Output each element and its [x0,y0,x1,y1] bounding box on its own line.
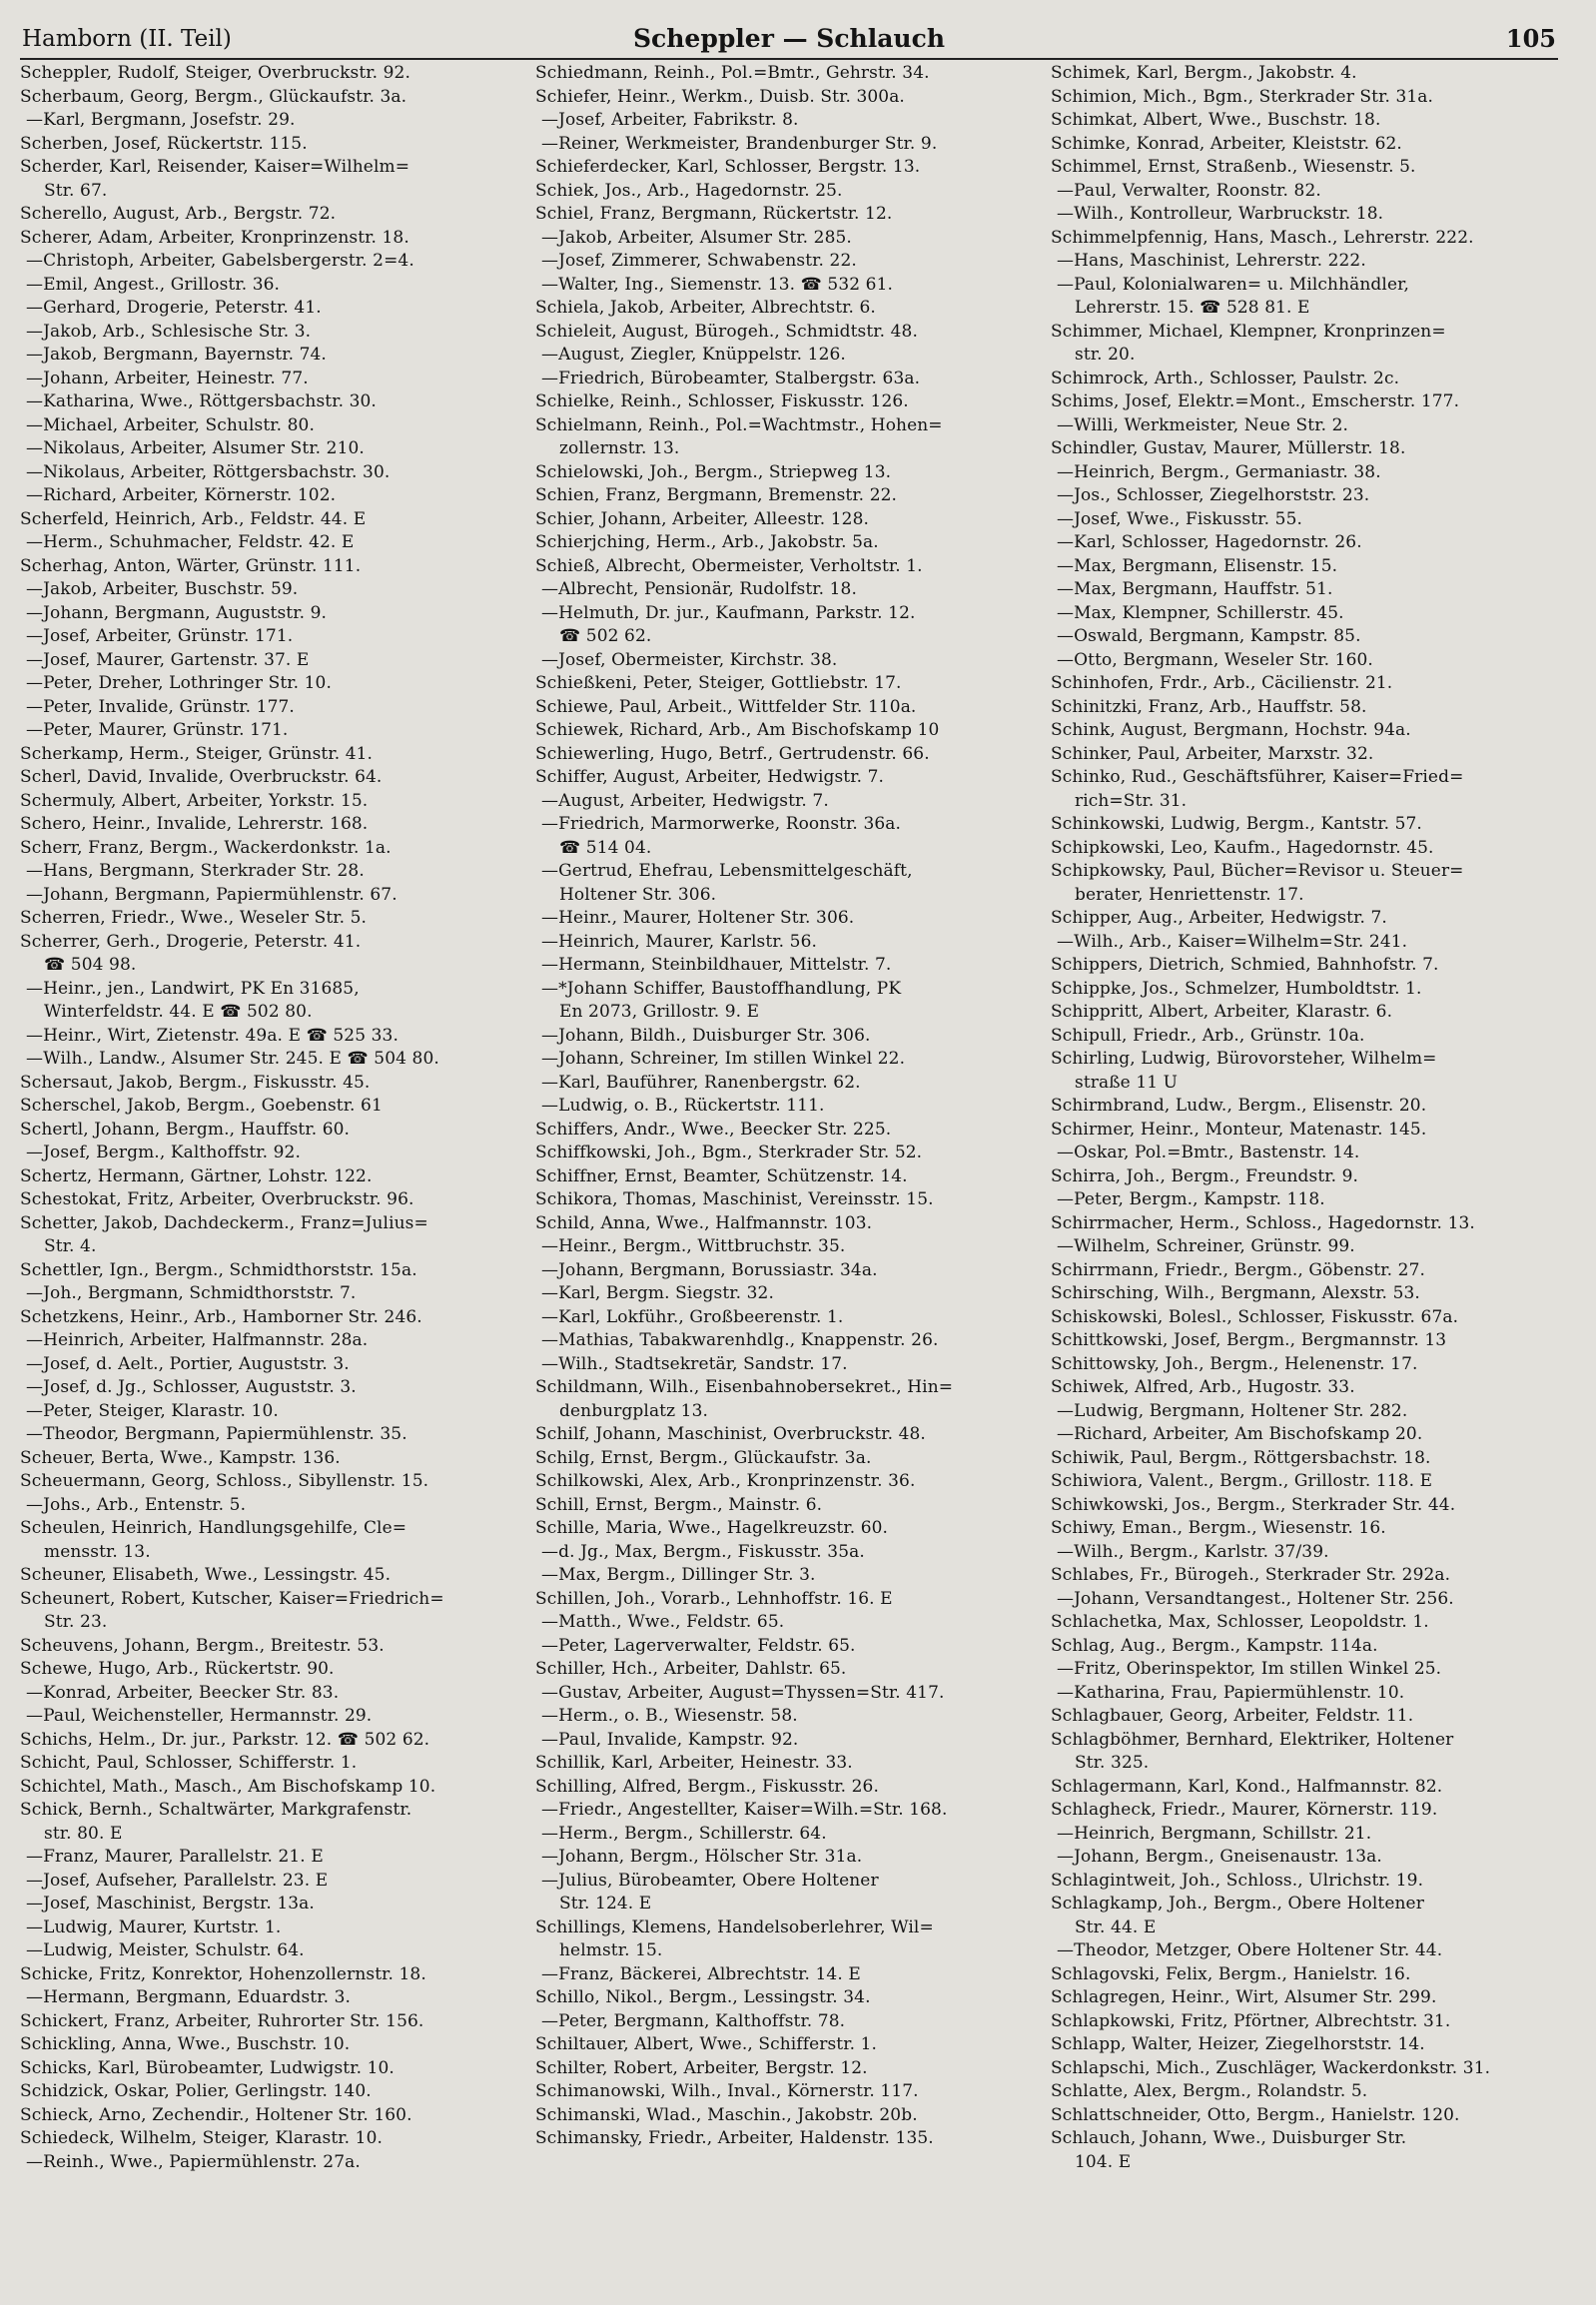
directory-entry-line: —Matth., Wwe., Feldstr. 65. [541,1612,785,1632]
directory-entry-line: Schimmer, Michael, Klempner, Kronprinzen= [1051,321,1446,342]
directory-entry-line: —Gerhard, Drogerie, Peterstr. 41. [26,298,322,318]
directory-entry-line: Schiedeck, Wilhelm, Steiger, Klarastr. 10. [20,2128,383,2148]
directory-entry-line: —Katharina, Frau, Papiermühlenstr. 10. [1057,1682,1405,1703]
directory-entry-line: —Gertrud, Ehefrau, Lebensmittelgeschäft, [541,861,913,881]
directory-entry-line: —Peter, Bergm., Kampstr. 118. [1057,1189,1325,1209]
directory-entry-line: —Friedr., Angestellter, Kaiser=Wilh.=Str. 168. [541,1800,948,1820]
directory-entry-line: Schettler, Ign., Bergm., Schmidthorststr. 15a. [20,1259,417,1280]
directory-entry-line: Scheulen, Heinrich, Handlungsgehilfe, Cle= [20,1518,407,1538]
directory-entry-line: Schiwik, Paul, Bergm., Röttgersbachstr. 18. [1051,1447,1431,1468]
directory-entry-line: Schimkat, Albert, Wwe., Buschstr. 18. [1051,110,1381,130]
directory-entry-line: Schipper, Aug., Arbeiter, Hedwigstr. 7. [1051,908,1387,928]
directory-entry-line: Schimansky, Friedr., Arbeiter, Haldenstr. 135. [535,2128,934,2148]
directory-entry-line: —Peter, Maurer, Grünstr. 171. [26,720,289,740]
directory-entry-line: —Josef, Wwe., Fiskusstr. 55. [1057,508,1303,529]
directory-entry-line: rich=Str. 31. [1075,790,1188,811]
directory-entry-line: Schillo, Nikol., Bergm., Lessingstr. 34. [535,1987,871,2007]
directory-entry-line: Schiwiora, Valent., Bergm., Grillostr. 118. E [1051,1471,1433,1491]
directory-entry-line: —Jakob, Bergmann, Bayernstr. 74. [26,345,327,365]
directory-entry-line: —Jakob, Arbeiter, Alsumer Str. 285. [541,227,852,248]
directory-entry-line: Schillings, Klemens, Handelsoberlehrer, Wil= [535,1917,934,1937]
directory-entry-line: Scherder, Karl, Reisender, Kaiser=Wilhelm= [20,157,410,177]
directory-entry-line: —Josef, Arbeiter, Grünstr. 171. [26,626,294,646]
directory-entry-line: —Peter, Invalide, Grünstr. 177. [26,696,295,717]
directory-entry-line: Schilling, Alfred, Bergm., Fiskusstr. 26. [535,1776,879,1797]
directory-entry-line: —Jakob, Arb., Schlesische Str. 3. [26,321,312,342]
directory-entry-line: str. 80. E [44,1823,123,1844]
directory-entry-line: En 2073, Grillostr. 9. E [559,1002,760,1022]
directory-entry-line: —Josef, Maschinist, Bergstr. 13a. [26,1894,315,1914]
directory-entry-line: Schink, August, Bergmann, Hochstr. 94a. [1051,720,1411,740]
directory-entry-line: —Josef, Bergm., Kalthoffstr. 92. [26,1143,301,1162]
directory-entry-line: —Ludwig, Meister, Schulstr. 64. [26,1940,305,1960]
page-header [20,20,1558,60]
directory-entry-line: Schicht, Paul, Schlosser, Schifferstr. 1. [20,1753,358,1773]
directory-column-3 [1051,62,1558,2174]
directory-entry-line: Schlagbauer, Georg, Arbeiter, Feldstr. 11. [1051,1706,1414,1726]
directory-entry-line: —Johann, Bildh., Duisburger Str. 306. [541,1025,871,1046]
directory-entry-line: Schirsching, Wilh., Bergmann, Alexstr. 53. [1051,1283,1420,1303]
directory-entry-line: —Heinr., Maurer, Holtener Str. 306. [541,908,855,928]
directory-entry-line: —Karl, Lokführ., Großbeerenstr. 1. [541,1306,844,1327]
directory-entry-line: Schlauch, Johann, Wwe., Duisburger Str. [1051,2128,1407,2148]
directory-entry-line: str. 20. [1075,345,1136,365]
directory-entry-line: —Herm., Schuhmacher, Feldstr. 42. E [26,532,355,552]
directory-entry-line: berater, Henriettenstr. 17. [1075,884,1304,905]
directory-entry-line: Schims, Josef, Elektr.=Mont., Emscherstr. 177. [1051,391,1460,411]
directory-entry-line: Schindler, Gustav, Maurer, Müllerstr. 18. [1051,438,1406,458]
directory-entry-line: Schiel, Franz, Bergmann, Rückertstr. 12. [535,204,893,224]
directory-entry-line: Schiltauer, Albert, Wwe., Schifferstr. 1. [535,2034,878,2054]
directory-entry-line: —Karl, Bergm. Siegstr. 32. [541,1283,774,1303]
directory-entry-line: —Reinh., Wwe., Papiermühlenstr. 27a. [26,2151,361,2172]
directory-entry-line: —Paul, Weichensteller, Hermannstr. 29. [26,1706,373,1726]
directory-entry-line: Scherrer, Gerh., Drogerie, Peterstr. 41. [20,931,362,952]
directory-entry-line: —Karl, Schlosser, Hagedornstr. 26. [1057,532,1362,552]
directory-entry-line: Schieck, Arno, Zechendir., Holtener Str. 160. [20,2104,412,2125]
directory-entry-line: —Josef, Arbeiter, Fabrikstr. 8. [541,110,799,130]
directory-entry-line: —Walter, Ing., Siemenstr. 13. ☎ 532 61. [541,274,893,295]
directory-entry-line: Schinhofen, Frdr., Arb., Cäcilienstr. 21. [1051,673,1393,693]
directory-entry-line: Schidzick, Oskar, Polier, Gerlingstr. 140. [20,2081,372,2101]
directory-entry-line: —Johann, Bergm., Hölscher Str. 31a. [541,1847,863,1867]
directory-entry-line: —Karl, Bergmann, Josefstr. 29. [26,110,296,130]
directory-entry-line: Schetzkens, Heinr., Arb., Hamborner Str. 246. [20,1306,422,1327]
directory-entry-line: Schierjching, Herm., Arb., Jakobstr. 5a. [535,532,879,552]
directory-entry-line: Winterfeldstr. 44. E ☎ 502 80. [44,1002,313,1022]
directory-entry-line: —Max, Klempner, Schillerstr. 45. [1057,602,1344,623]
directory-entry-line: —Peter, Lagerverwalter, Feldstr. 65. [541,1635,856,1656]
directory-entry-line: Schikora, Thomas, Maschinist, Vereinsstr. 15. [535,1189,934,1209]
directory-entry-line: —Hans, Maschinist, Lehrerstr. 222. [1057,251,1366,271]
directory-columns [20,62,1558,2174]
directory-entry-line: Scherl, David, Invalide, Overbruckstr. 64. [20,767,383,787]
directory-entry-line: —Ludwig, Bergmann, Holtener Str. 282. [1057,1400,1408,1421]
directory-entry-line: Schier, Johann, Arbeiter, Alleestr. 128. [535,508,870,529]
directory-entry-line: Scheunert, Robert, Kutscher, Kaiser=Friedrich= [20,1588,444,1609]
directory-entry-line: —Wilh., Bergm., Karlstr. 37/39. [1057,1541,1329,1562]
directory-entry-line: —Josef, Obermeister, Kirchstr. 38. [541,649,838,670]
directory-entry-line: Scherkamp, Herm., Steiger, Grünstr. 41. [20,743,374,764]
directory-entry-line: —Katharina, Wwe., Röttgersbachstr. 30. [26,391,377,411]
directory-entry-line: Schiffer, August, Arbeiter, Hedwigstr. 7. [535,767,885,787]
directory-entry-line: 104. E [1075,2151,1132,2172]
directory-entry-line: Schetter, Jakob, Dachdeckerm., Franz=Julius= [20,1212,428,1233]
directory-entry-line: —August, Arbeiter, Hedwigstr. 7. [541,790,829,811]
directory-entry-line: Str. 44. E [1075,1917,1157,1937]
directory-entry-line: Scheppler, Rudolf, Steiger, Overbruckstr. 92. [20,63,410,83]
directory-entry-line: denburgplatz 13. [559,1400,709,1421]
directory-entry-line: mensstr. 13. [44,1541,151,1562]
directory-entry-line: —Konrad, Arbeiter, Beecker Str. 83. [26,1682,340,1703]
directory-entry-line: Lehrerstr. 15. ☎ 528 81. E [1075,298,1310,318]
directory-entry-line: Schilkowski, Alex, Arb., Kronprinzenstr. 36. [535,1471,916,1491]
directory-entry-line: Schipull, Friedr., Arb., Grünstr. 10a. [1051,1025,1365,1046]
directory-entry-line: Schimek, Karl, Bergm., Jakobstr. 4. [1051,63,1357,83]
directory-entry-line: Schirrmacher, Herm., Schloss., Hagedornstr. 13. [1051,1212,1475,1233]
directory-column-1 [20,62,527,2174]
directory-entry-line: —Jos., Schlosser, Ziegelhorststr. 23. [1057,485,1370,505]
directory-entry-line: Schlagovski, Felix, Bergm., Hanielstr. 16. [1051,1963,1411,1984]
directory-entry-line: Schirra, Joh., Bergm., Freundstr. 9. [1051,1165,1359,1186]
directory-entry-line: —Johs., Arb., Entenstr. 5. [26,1494,247,1515]
directory-entry-line: —Herm., Bergm., Schillerstr. 64. [541,1823,827,1844]
directory-entry-line: —Theodor, Metzger, Obere Holtener Str. 44. [1057,1940,1443,1960]
directory-entry-line: Schlapp, Walter, Heizer, Ziegelhorststr. 14. [1051,2034,1425,2054]
directory-entry-line: Schlag, Aug., Bergm., Kampstr. 114a. [1051,1635,1378,1656]
directory-entry-line: Schillik, Karl, Arbeiter, Heinestr. 33. [535,1753,853,1773]
directory-entry-line: —August, Ziegler, Knüppelstr. 126. [541,345,846,365]
directory-entry-line: ☎ 504 98. [44,955,137,975]
directory-entry-line: Schlagermann, Karl, Kond., Halfmannstr. 82. [1051,1776,1443,1797]
directory-column-2 [535,62,1043,2174]
directory-entry-line: —Ludwig, o. B., Rückertstr. 111. [541,1096,825,1116]
directory-entry-line: —Helmuth, Dr. jur., Kaufmann, Parkstr. 12. [541,602,916,623]
directory-entry-line: Schippke, Jos., Schmelzer, Humboldtstr. 1. [1051,978,1422,999]
header-name-range: Scheppler — Schlauch [632,24,946,53]
directory-entry-line: —Karl, Bauführer, Ranenbergstr. 62. [541,1072,861,1093]
directory-entry-line: —d. Jg., Max, Bergm., Fiskusstr. 35a. [541,1541,865,1562]
directory-entry-line: Schirmbrand, Ludw., Bergm., Elisenstr. 20. [1051,1096,1427,1116]
directory-entry-line: Schinker, Paul, Arbeiter, Marxstr. 32. [1051,743,1374,764]
directory-entry-line: Schlagregen, Heinr., Wirt, Alsumer Str. 299. [1051,1987,1437,2007]
directory-entry-line: Scherfeld, Heinrich, Arb., Feldstr. 44. E [20,508,367,529]
directory-entry-line: —Wilh., Arb., Kaiser=Wilhelm=Str. 241. [1057,931,1408,952]
directory-entry-line: Schittkowski, Josef, Bergm., Bergmannstr. 13 [1051,1330,1447,1350]
directory-entry-line: Schlachetka, Max, Schlosser, Leopoldstr. 1. [1051,1612,1429,1632]
directory-entry-line: Schichtel, Math., Masch., Am Bischofskamp 10. [20,1776,436,1797]
directory-entry-line: —Oswald, Bergmann, Kampstr. 85. [1057,626,1361,646]
directory-entry-line: Schlatte, Alex, Bergm., Rolandstr. 5. [1051,2081,1368,2101]
directory-entry-line: Holtener Str. 306. [559,884,717,905]
directory-entry-line: Scherren, Friedr., Wwe., Weseler Str. 5. [20,908,368,928]
directory-entry-line: Schlabes, Fr., Bürogeh., Sterkrader Str. 292a. [1051,1565,1451,1585]
directory-entry-line: Schinkowski, Ludwig, Bergm., Kantstr. 57. [1051,814,1422,834]
directory-entry-line: —Johann, Bergmann, Papiermühlenstr. 67. [26,884,398,905]
directory-entry-line: ☎ 514 04. [559,837,652,858]
directory-entry-line: —Fritz, Oberinspektor, Im stillen Winkel 25. [1057,1659,1442,1679]
directory-entry-line: Str. 23. [44,1612,108,1632]
directory-entry-line: —Josef, d. Jg., Schlosser, Auguststr. 3. [26,1377,357,1397]
directory-entry-line: —Paul, Invalide, Kampstr. 92. [541,1729,799,1750]
directory-entry-line: ☎ 502 62. [559,626,652,646]
directory-entry-line: —Peter, Dreher, Lothringer Str. 10. [26,673,332,693]
directory-entry-line: —Michael, Arbeiter, Schulstr. 80. [26,414,315,435]
directory-entry-line: —Nikolaus, Arbeiter, Alsumer Str. 210. [26,438,365,458]
directory-entry-line: —Theodor, Bergmann, Papiermühlenstr. 35. [26,1424,407,1444]
directory-entry-line: —Emil, Angest., Grillostr. 36. [26,274,281,295]
directory-entry-line: Scherer, Adam, Arbeiter, Kronprinzenstr. 18. [20,227,409,248]
directory-entry-line: Schiedmann, Reinh., Pol.=Bmtr., Gehrstr. 34. [535,63,930,83]
directory-entry-line: Scheuer, Berta, Wwe., Kampstr. 136. [20,1447,341,1468]
directory-entry-line: Str. 325. [1075,1753,1150,1773]
directory-entry-line: —Paul, Verwalter, Roonstr. 82. [1057,180,1321,201]
directory-entry-line: —Paul, Kolonialwaren= u. Milchhändler, [1057,274,1409,295]
directory-entry-line: —Hermann, Steinbildhauer, Mittelstr. 7. [541,955,892,975]
directory-entry-line: —Friedrich, Bürobeamter, Stalbergstr. 63a. [541,368,921,388]
directory-entry-line: —Heinrich, Maurer, Karlstr. 56. [541,931,818,952]
directory-entry-line: Scherello, August, Arb., Bergstr. 72. [20,204,337,224]
directory-entry-line: Schippritt, Albert, Arbeiter, Klarastr. 6. [1051,1002,1393,1022]
directory-entry-line: —Oskar, Pol.=Bmtr., Bastenstr. 14. [1057,1143,1360,1162]
directory-entry-line: —Wilh., Stadtsekretär, Sandstr. 17. [541,1353,848,1374]
directory-entry-line: —Mathias, Tabakwarenhdlg., Knappenstr. 26. [541,1330,939,1350]
directory-entry-line: Schippers, Dietrich, Schmied, Bahnhofstr. 7. [1051,955,1439,975]
directory-entry-line: Schickert, Franz, Arbeiter, Ruhrorter Str. 156. [20,2010,424,2031]
directory-entry-line: Schipkowski, Leo, Kaufm., Hagedornstr. 45. [1051,837,1434,858]
directory-entry-line: Schimmelpfennig, Hans, Masch., Lehrerstr. 222. [1051,227,1474,248]
directory-entry-line: Schlagheck, Friedr., Maurer, Körnerstr. 119. [1051,1800,1438,1820]
directory-entry-line: Schittowsky, Joh., Bergm., Helenenstr. 17. [1051,1353,1418,1374]
directory-entry-line: —Franz, Maurer, Parallelstr. 21. E [26,1847,324,1867]
directory-entry-line: —Richard, Arbeiter, Körnerstr. 102. [26,485,337,505]
directory-entry-line: Schlapkowski, Fritz, Pförtner, Albrechtstr. 31. [1051,2010,1451,2031]
directory-entry-line: Schiela, Jakob, Arbeiter, Albrechtstr. 6. [535,298,876,318]
directory-entry-line: —Reiner, Werkmeister, Brandenburger Str. 9. [541,133,938,154]
directory-entry-line: —Heinr., Wirt, Zietenstr. 49a. E ☎ 525 33. [26,1025,399,1046]
directory-entry-line: Schiewek, Richard, Arb., Am Bischofskamp 10 [535,720,940,740]
directory-entry-line: Schewe, Hugo, Arb., Rückertstr. 90. [20,1659,335,1679]
directory-entry-line: —Max, Bergmann, Elisenstr. 15. [1057,555,1338,576]
directory-entry-line: —Wilh., Kontrolleur, Warbruckstr. 18. [1057,204,1384,224]
directory-entry-line: Schirling, Ludwig, Bürovorsteher, Wilhelm= [1051,1049,1437,1069]
directory-entry-line: Scherschel, Jakob, Bergm., Goebenstr. 61 [20,1096,383,1116]
directory-entry-line: —Franz, Bäckerei, Albrechtstr. 14. E [541,1963,861,1984]
directory-entry-line: —Max, Bergm., Dillinger Str. 3. [541,1565,816,1585]
directory-entry-line: Schertl, Johann, Bergm., Hauffstr. 60. [20,1119,351,1140]
directory-entry-line: Schiffers, Andr., Wwe., Beecker Str. 225. [535,1119,892,1140]
directory-entry-line: —Peter, Bergmann, Kalthoffstr. 78. [541,2010,846,2031]
directory-entry-line: Schimion, Mich., Bgm., Sterkrader Str. 31a. [1051,86,1434,107]
directory-entry-line: Scheuvens, Johann, Bergm., Breitestr. 53. [20,1635,385,1656]
directory-entry-line: —Peter, Steiger, Klarastr. 10. [26,1400,279,1421]
page-number: 105 [1505,24,1556,53]
directory-entry-line: zollernstr. 13. [559,438,680,458]
directory-entry-line: Schirrmann, Friedr., Bergm., Göbenstr. 27. [1051,1259,1425,1280]
directory-entry-line: —Johann, Versandtangest., Holtener Str. 256. [1057,1588,1454,1609]
directory-entry-line: helmstr. 15. [559,1940,663,1960]
directory-entry-line: Schlagböhmer, Bernhard, Elektriker, Holtener [1051,1729,1454,1750]
directory-entry-line: —Hans, Bergmann, Sterkrader Str. 28. [26,861,365,881]
directory-entry-line: —*Johann Schiffer, Baustoffhandlung, PK [541,978,902,999]
directory-entry-line: —Wilh., Landw., Alsumer Str. 245. E ☎ 504 80. [26,1049,439,1069]
directory-entry-line: —Albrecht, Pensionär, Rudolfstr. 18. [541,579,857,599]
directory-entry-line: Schilg, Ernst, Bergm., Glückaufstr. 3a. [535,1447,872,1468]
directory-entry-line: Scheuner, Elisabeth, Wwe., Lessingstr. 45. [20,1565,392,1585]
directory-entry-line: Scherhag, Anton, Wärter, Grünstr. 111. [20,555,362,576]
directory-entry-line: Schiwy, Eman., Bergm., Wiesenstr. 16. [1051,1518,1386,1538]
directory-entry-line: Schestokat, Fritz, Arbeiter, Overbruckstr. 96. [20,1189,414,1209]
directory-entry-line: Schimanowski, Wilh., Inval., Körnerstr. 117. [535,2081,919,2101]
directory-entry-line: Schiwkowski, Jos., Bergm., Sterkrader Str. 44. [1051,1494,1456,1515]
directory-entry-line: Schersaut, Jakob, Bergm., Fiskusstr. 45. [20,1072,371,1093]
directory-entry-line: Schermuly, Albert, Arbeiter, Yorkstr. 15. [20,790,369,811]
directory-entry-line: —Heinr., jen., Landwirt, PK En 31685, [26,978,360,999]
directory-entry-line: Schimanski, Wlad., Maschin., Jakobstr. 20b. [535,2104,918,2125]
directory-entry-line: —Christoph, Arbeiter, Gabelsbergerstr. 2=4. [26,251,414,271]
directory-entry-line: Schero, Heinr., Invalide, Lehrerstr. 168. [20,814,369,834]
directory-entry-line: Str. 4. [44,1236,97,1256]
directory-entry-line: Schilter, Robert, Arbeiter, Bergstr. 12. [535,2057,868,2078]
directory-entry-line: —Heinrich, Bergm., Germaniastr. 38. [1057,461,1381,482]
directory-entry-line: Schildmann, Wilh., Eisenbahnobersekret., Hin= [535,1377,954,1397]
directory-entry-line: Schinko, Rud., Geschäftsführer, Kaiser=Fried= [1051,767,1464,787]
directory-entry-line: —Josef, d. Aelt., Portier, Auguststr. 3. [26,1353,350,1374]
directory-entry-line: —Julius, Bürobeamter, Obere Holtener [541,1870,879,1891]
directory-entry-line: Schlagintweit, Joh., Schloss., Ulrichstr. 19. [1051,1870,1424,1891]
directory-entry-line: Schlattschneider, Otto, Bergm., Hanielstr. 120. [1051,2104,1460,2125]
directory-entry-line: Schild, Anna, Wwe., Halfmannstr. 103. [535,1212,873,1233]
directory-entry-line: Scheuermann, Georg, Schloss., Sibyllenstr. 15. [20,1471,429,1491]
directory-entry-line: Schieleit, August, Bürogeh., Schmidtstr. 48. [535,321,918,342]
directory-entry-line: —Johann, Bergmann, Auguststr. 9. [26,602,328,623]
directory-entry-line: Schirmer, Heinr., Monteur, Matenastr. 145. [1051,1119,1427,1140]
directory-entry-line: —Gustav, Arbeiter, August=Thyssen=Str. 417. [541,1682,945,1703]
directory-entry-line: —Wilhelm, Schreiner, Grünstr. 99. [1057,1236,1355,1256]
header-section-title: Hamborn (II. Teil) [22,26,232,52]
directory-entry-line: Schickling, Anna, Wwe., Buschstr. 10. [20,2034,351,2054]
directory-entry-line: —Max, Bergmann, Hauffstr. 51. [1057,579,1333,599]
directory-entry-line: Schiek, Jos., Arb., Hagedornstr. 25. [535,180,843,201]
directory-entry-line: —Willi, Werkmeister, Neue Str. 2. [1057,414,1349,435]
directory-entry-line: Schieß, Albrecht, Obermeister, Verholtstr. 1. [535,555,923,576]
directory-entry-line: Schilf, Johann, Maschinist, Overbruckstr. 48. [535,1424,926,1444]
directory-entry-line: Scherben, Josef, Rückertstr. 115. [20,133,308,154]
directory-entry-line: —Johann, Schreiner, Im stillen Winkel 22. [541,1049,906,1069]
directory-entry-line: —Josef, Zimmerer, Schwabenstr. 22. [541,251,857,271]
directory-entry-line: —Heinrich, Bergmann, Schillstr. 21. [1057,1823,1372,1844]
directory-entry-line: Schertz, Hermann, Gärtner, Lohstr. 122. [20,1165,373,1186]
directory-entry-line: Schlapschi, Mich., Zuschläger, Wackerdonkstr. 31. [1051,2057,1491,2078]
directory-entry-line: —Johann, Bergmann, Borussiastr. 34a. [541,1259,878,1280]
directory-entry-line: Schimmel, Ernst, Straßenb., Wiesenstr. 5. [1051,157,1416,177]
directory-entry-line: Schicke, Fritz, Konrektor, Hohenzollernstr. 18. [20,1963,426,1984]
directory-entry-line: Schimrock, Arth., Schlosser, Paulstr. 2c. [1051,368,1400,388]
directory-entry-line: Schicks, Karl, Bürobeamter, Ludwigstr. 10. [20,2057,395,2078]
directory-entry-line: —Jakob, Arbeiter, Buschstr. 59. [26,579,299,599]
directory-entry-line: Schiwek, Alfred, Arb., Hugostr. 33. [1051,1377,1355,1397]
directory-entry-line: —Otto, Bergmann, Weseler Str. 160. [1057,649,1373,670]
directory-entry-line: Schiffkowski, Joh., Bgm., Sterkrader Str. 52. [535,1143,923,1162]
directory-entry-line: —Heinr., Bergm., Wittbruchstr. 35. [541,1236,846,1256]
directory-entry-line: Schiller, Hch., Arbeiter, Dahlstr. 65. [535,1659,847,1679]
directory-entry-line: —Joh., Bergmann, Schmidthorststr. 7. [26,1283,357,1303]
directory-entry-line: Schipkowsky, Paul, Bücher=Revisor u. Steuer= [1051,861,1464,881]
directory-entry-line: —Nikolaus, Arbeiter, Röttgersbachstr. 30. [26,461,391,482]
directory-entry-line: —Ludwig, Maurer, Kurtstr. 1. [26,1917,282,1937]
directory-entry-line: Str. 67. [44,180,108,201]
directory-entry-line: Schielke, Reinh., Schlosser, Fiskusstr. 126. [535,391,909,411]
directory-entry-line: Schiewerling, Hugo, Betrf., Gertrudenstr. 66. [535,743,930,764]
directory-entry-line: Schien, Franz, Bergmann, Bremenstr. 22. [535,485,898,505]
directory-entry-line: straße 11 U [1075,1072,1179,1093]
directory-entry-line: Schille, Maria, Wwe., Hagelkreuzstr. 60. [535,1518,889,1538]
directory-entry-line: Schiffner, Ernst, Beamter, Schützenstr. 14. [535,1165,908,1186]
directory-entry-line: —Heinrich, Arbeiter, Halfmannstr. 28a. [26,1330,369,1350]
directory-entry-line: Schiskowski, Bolesl., Schlosser, Fiskusstr. 67a. [1051,1306,1459,1327]
directory-entry-line: Schieferdecker, Karl, Schlosser, Bergstr. 13. [535,157,921,177]
directory-entry-line: Schiewe, Paul, Arbeit., Wittfelder Str. 110a. [535,696,917,717]
directory-entry-line: —Friedrich, Marmorwerke, Roonstr. 36a. [541,814,902,834]
directory-entry-line: —Johann, Arbeiter, Heinestr. 77. [26,368,309,388]
directory-entry-line: Scherr, Franz, Bergm., Wackerdonkstr. 1a. [20,837,392,858]
directory-entry-line: Schill, Ernst, Bergm., Mainstr. 6. [535,1494,823,1515]
directory-entry-line: —Josef, Maurer, Gartenstr. 37. E [26,649,310,670]
directory-entry-line: Schichs, Helm., Dr. jur., Parkstr. 12. ☎ 502 62. [20,1729,430,1750]
directory-entry-line: Scherbaum, Georg, Bergm., Glückaufstr. 3a. [20,86,407,107]
directory-entry-line: —Richard, Arbeiter, Am Bischofskamp 20. [1057,1424,1423,1444]
directory-entry-line: —Josef, Aufseher, Parallelstr. 23. E [26,1870,329,1891]
directory-entry-line: —Hermann, Bergmann, Eduardstr. 3. [26,1987,352,2007]
directory-entry-line: Schiefer, Heinr., Werkm., Duisb. Str. 300a. [535,86,905,107]
directory-entry-line: Schielowski, Joh., Bergm., Striepweg 13. [535,461,892,482]
directory-entry-line: Schießkeni, Peter, Steiger, Gottliebstr. 17. [535,673,902,693]
directory-entry-line: Schinitzki, Franz, Arb., Hauffstr. 58. [1051,696,1367,717]
directory-entry-line: Schick, Bernh., Schaltwärter, Markgrafenstr. [20,1800,412,1820]
directory-entry-line: Schimke, Konrad, Arbeiter, Kleiststr. 62. [1051,133,1402,154]
directory-entry-line: Schillen, Joh., Vorarb., Lehnhoffstr. 16. E [535,1588,893,1609]
directory-entry-line: —Johann, Bergm., Gneisenaustr. 13a. [1057,1847,1382,1867]
directory-entry-line: Schielmann, Reinh., Pol.=Wachtmstr., Hohen= [535,414,943,435]
directory-entry-line: —Herm., o. B., Wiesenstr. 58. [541,1706,798,1726]
directory-entry-line: Schlagkamp, Joh., Bergm., Obere Holtener [1051,1894,1424,1914]
directory-entry-line: Str. 124. E [559,1894,652,1914]
